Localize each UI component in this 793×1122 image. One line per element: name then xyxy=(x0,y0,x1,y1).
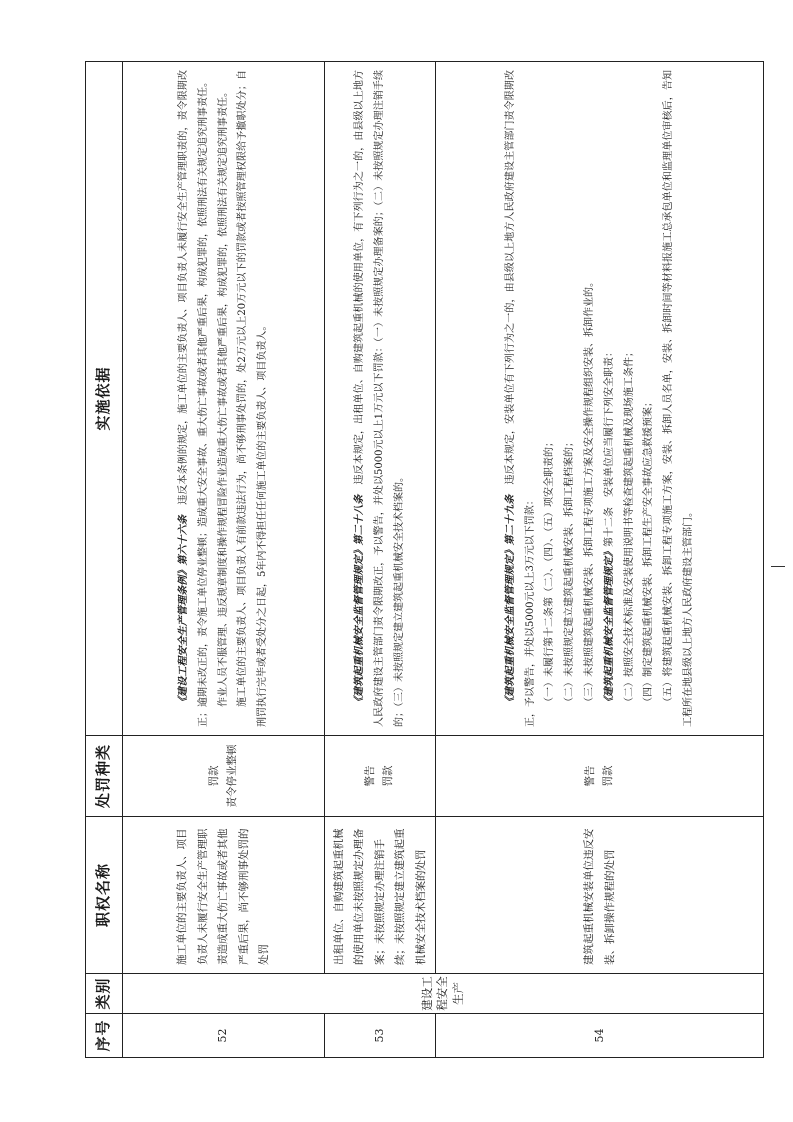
row-seq: 54 xyxy=(436,1014,764,1058)
penalty-item: 责令停业整顿 xyxy=(225,744,238,808)
basis-citation: 《建筑起重机械安全监督管理规定》第二十八条 xyxy=(354,494,366,707)
basis-paragraph xyxy=(501,70,541,727)
row-name: 施工单位的主要负责人、项目负责人未履行安全生产管理职责造成重大伤亡事故或者其他严重后果，尚不够刑事处罚的处罚 xyxy=(123,817,325,974)
category-label: 建设工程安全生产 xyxy=(419,976,465,1011)
row-seq: 52 xyxy=(123,1014,325,1058)
margin-mark xyxy=(771,566,785,567)
header-category: 类别 xyxy=(86,974,123,1014)
header-basis: 实施依据 xyxy=(86,62,123,736)
basis-text: 施工单位的主要负责人、项目负责人有前款违法行为，尚不够刑事处罚的，处2万元以上20万元以下的罚款或者按照管理权限给予撤职处分；自刑罚执行完毕或者受处分之日起，5年内不得担任任何施工单位的主要负责人、项目负责人。 xyxy=(237,70,269,727)
basis-paragraph xyxy=(639,70,659,727)
basis-text: 违反本规定，出租单位、自购建筑起重机械的使用单位，有下列行为之一的，由县级以上地方人民政府建设主管部门责令限期改正，予以警告，并处以5000元以上1万元以下罚款：（一）未按照规定办理备案的；（二）未按照规定办理注销手续的；（三）未按照规定建立建筑起重机械安全技术档案的。 xyxy=(354,69,406,727)
basis-text: 违反本规定，安装单位有下列行为之一的，由县级以上地方人民政府建设主管部门责令限期改正，予以警告，并处以5000元以上3万元以下罚款： xyxy=(504,69,536,727)
basis-paragraph xyxy=(620,70,640,727)
basis-citation: 《建筑起重机械安全监督管理规定》 xyxy=(603,547,615,707)
row-basis xyxy=(123,62,325,736)
basis-paragraph xyxy=(233,70,273,727)
basis-paragraph xyxy=(659,70,699,727)
basis-citation: 《建筑起重机械安全监督管理规定》第二十九条 xyxy=(504,494,516,707)
penalty-item: 罚款 xyxy=(601,765,614,787)
header-seq: 序号 xyxy=(86,1014,123,1058)
row-basis xyxy=(325,62,436,736)
basis-text: （三）未按照建筑起重机械安装、拆卸工程专项施工方案及安全操作规程组织安装、拆卸作业的。 xyxy=(584,277,596,707)
category-cell xyxy=(123,974,764,1014)
row-name: 建筑起重机械安装单位违反安装、拆卸操作规程的处罚 xyxy=(436,817,764,974)
basis-paragraph xyxy=(214,70,234,727)
basis-paragraph xyxy=(350,70,409,727)
row-penalties xyxy=(436,736,764,817)
penalty-item: 警告 xyxy=(364,765,377,787)
basis-text: （二）按照安全技术标准及安装使用说明书等检查建筑起重机械及现场施工条件； xyxy=(623,347,635,707)
basis-text: （四）制定建筑起重机械安装、拆卸工程生产安全事故应急救援预案； xyxy=(643,397,655,707)
row-name: 出租单位、自购建筑起重机械的使用单位未按照规定办理备案；未按照规定办理注销手续；未按照规定建立建筑起重机械安全技术档案的处罚 xyxy=(325,817,436,974)
header-name: 职权名称 xyxy=(86,817,123,974)
row-penalties xyxy=(325,736,436,817)
penalty-item: 罚款 xyxy=(382,765,395,787)
table-row xyxy=(123,62,325,1058)
table-row xyxy=(436,62,764,1058)
penalty-item: 罚款 xyxy=(207,765,220,787)
table-row xyxy=(325,62,436,1058)
basis-paragraph xyxy=(540,70,560,727)
basis-text: （五）将建筑起重机械安装、拆卸工程专项施工方案，安装、拆卸人员名单，安装、拆卸时间等材料报施工总承包单位和监理单位审核后，告知工程所在地县级以上地方人民政府建设主管部门。 xyxy=(663,70,695,727)
row-penalties xyxy=(123,736,325,817)
basis-citation: 《建设工程安全生产管理条例》第六十六条 xyxy=(178,514,189,707)
basis-text: 第十二条 安装单位应当履行下列安全职责： xyxy=(603,347,615,547)
basis-paragraph xyxy=(600,70,620,727)
penalty-table xyxy=(85,61,764,1058)
row-seq: 53 xyxy=(325,1014,436,1058)
basis-text: 违反本条例的规定，施工单位的主要负责人、项目负责人未履行安全生产管理职责的，责令限期改正；逾期未改正的，责令施工单位停业整顿；造成重大安全事故、重大伤亡事故或者其他严重后果，构成犯罪的，依照刑法有关规定追究刑事责任。 xyxy=(178,69,209,727)
row-basis xyxy=(436,62,764,736)
penalty-item: 警告 xyxy=(584,765,596,787)
basis-text: （一）未履行第十二条第（二）、（四）、（五）项安全职责的； xyxy=(544,437,556,707)
basis-paragraph xyxy=(174,70,214,727)
basis-text: （二）未按照规定建立建筑起重机械安装、拆卸工程档案的； xyxy=(564,437,576,707)
header-penalty: 处罚种类 xyxy=(86,736,123,817)
basis-paragraph xyxy=(580,70,600,727)
basis-paragraph xyxy=(560,70,580,727)
basis-text: 作业人员不服管理、违反规章制度和操作规程冒险作业造成重大伤亡事故或者其他严重后果，构成犯罪的，依照刑法有关规定追究刑事责任。 xyxy=(217,87,229,707)
table-header-row xyxy=(86,62,123,1058)
